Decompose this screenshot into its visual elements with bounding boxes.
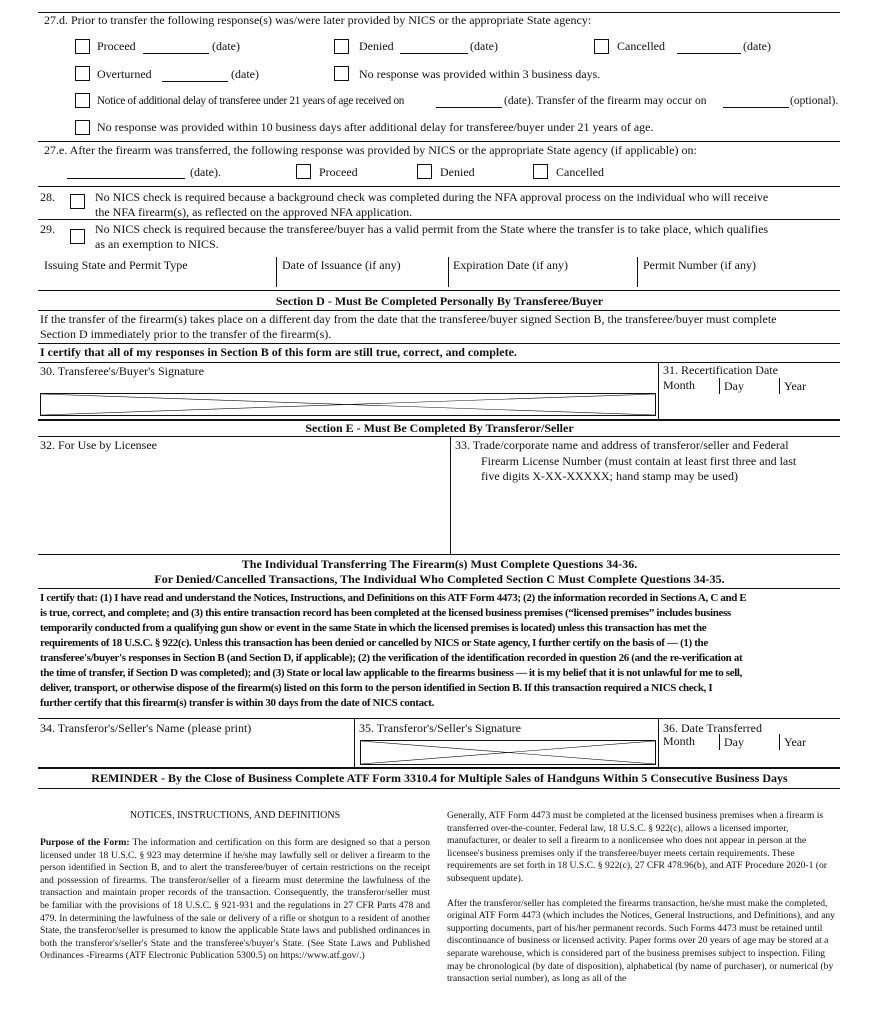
q28-number: 28.: [40, 190, 55, 204]
q27d-notice-date-line[interactable]: [436, 107, 502, 108]
notices-right-paragraph-1: Generally, ATF Form 4473 must be completed at the licensed business premises when a firearm is transferred over-the-counter. Federal law, 18 U.S.C. § 922(c), allows a licensed importer, manufacturer, or dealer to sell a firearm to a nonlicensee who does not appear in person at the licensee's business premises only if the transferee/buyer meets certain requirements. These requirements are set forth in 18 U.S.C. § 922(c), 27 CFR 478.96(b), and ATF Procedure 2020-1 (or subsequent update).: [447, 810, 827, 884]
section-d-instruction-line2: Section D immediately prior to the transfer of the firearm(s).: [40, 327, 332, 341]
q27d-no-response-10-label: No response was provided within 10 business days after additional delay for transferee/buyer under 21 years of age.: [97, 120, 654, 134]
section-d-title: Section D - Must Be Completed Personally By Transferee/Buyer: [275, 294, 604, 308]
q28-checkbox[interactable]: [70, 194, 85, 209]
reminder-bottom-rule: [38, 788, 840, 789]
q27d-cancelled-label: Cancelled: [617, 39, 665, 53]
q36-month-label: Month: [663, 734, 696, 748]
q31-day-year-divider: [779, 378, 780, 394]
q27e-denied-label: Denied: [440, 165, 475, 179]
q28-top-rule: [38, 186, 840, 187]
q34-top-rule: [38, 718, 840, 719]
q27d-denied-checkbox[interactable]: [334, 39, 349, 54]
q27d-cancelled-date-label: (date): [743, 39, 771, 53]
q27e-proceed-checkbox[interactable]: [296, 164, 311, 179]
section-d-instruction-line1: If the transfer of the firearm(s) takes place on a different day from the date that the transferee/buyer signed Section B, the transferee/buyer must complete: [40, 312, 777, 326]
q29-col-divider-3: [637, 257, 638, 287]
section-d-certify: I certify that all of my responses in Section B of this form are still true, correct, and complete.: [40, 345, 517, 359]
certify-line-3: temporarily conducted from a qualifying gun show or event in the same State in which the licensed premises is located) unless this transaction has met the: [40, 622, 707, 634]
q27e-date-line[interactable]: [67, 178, 185, 179]
q36-day-year-divider: [779, 734, 780, 750]
q29-line2: as an exemption to NICS.: [95, 237, 219, 251]
q31-year-label: Year: [784, 379, 807, 393]
q27d-overturned-date-label: (date): [231, 67, 259, 81]
q27d-transfer-date-line[interactable]: [723, 107, 789, 108]
notices-heading: NOTICES, INSTRUCTIONS, AND DEFINITIONS: [129, 810, 341, 821]
q31-divider: [658, 362, 659, 420]
section-d-certify-top-rule: [38, 343, 840, 344]
individual-heading-rule: [38, 588, 840, 589]
individual-heading2: For Denied/Cancelled Transactions, The Individual Who Completed Section C Must Complete Questions 34-35.: [154, 572, 725, 586]
q27d-proceed-date-label: (date): [212, 39, 240, 53]
q27d-proceed-date-line[interactable]: [143, 53, 209, 54]
q27d-denied-label: Denied: [359, 39, 394, 53]
q28-line2: the NFA firearm(s), as reflected on the approved NFA application.: [95, 205, 413, 219]
q27d-transfer-may-label: (date). Transfer of the firearm may occur on: [504, 95, 707, 107]
q35-signature-box[interactable]: [360, 740, 656, 765]
q36-divider: [658, 718, 659, 768]
q27e-cancelled-label: Cancelled: [556, 165, 604, 179]
q36-year-label: Year: [784, 735, 807, 749]
reminder-text: REMINDER - By the Close of Business Complete ATF Form 3310.4 for Multiple Sales of Handguns Within 5 Consecutive Business Days: [91, 771, 788, 785]
q28-line1: No NICS check is required because a background check was completed during the NFA approval process on the individual who will receive: [95, 190, 769, 204]
q29-issuing-state-header: Issuing State and Permit Type: [44, 258, 188, 272]
q27d-denied-date-label: (date): [470, 39, 498, 53]
q29-checkbox[interactable]: [70, 229, 85, 244]
q27e-denied-checkbox[interactable]: [417, 164, 432, 179]
q27d-no-response-3-checkbox[interactable]: [334, 66, 349, 81]
q27d-no-response-3-label: No response was provided within 3 business days.: [359, 67, 601, 81]
q27d-cancelled-date-line[interactable]: [677, 53, 741, 54]
certify-line-7: deliver, transport, or otherwise dispose of the firearm(s) listed on this form to the person identified in Section B. If this transaction required a NICS check, I: [40, 682, 713, 694]
q34-q35-divider: [354, 718, 355, 768]
q32-label: 32. For Use by Licensee: [40, 438, 157, 452]
q27d-overturned-label: Overturned: [97, 67, 152, 81]
individual-heading1: The Individual Transferring The Firearm(s) Must Complete Questions 34-36.: [241, 557, 638, 571]
q31-day-label: Day: [724, 379, 744, 393]
q31-month-day-divider: [719, 378, 720, 394]
q29-permit-number-header: Permit Number (if any): [643, 258, 756, 272]
q33-line3: five digits X-XX-XXXXX; hand stamp may be used): [481, 469, 738, 483]
certify-line-5: transferee's/buyer's responses in Section B (and Section D, if applicable); (2) the verification of the identification recorded in question 26 (and the re-verification at: [40, 652, 743, 664]
individual-top-rule: [38, 554, 840, 555]
q31-label: 31. Recertification Date: [663, 363, 778, 377]
q33-line2: Firearm License Number (must contain at least first three and last: [481, 454, 797, 468]
q36-label: 36. Date Transferred: [663, 721, 762, 735]
q27d-optional-label: (optional).: [790, 95, 839, 107]
q27d-no-response-10-checkbox[interactable]: [75, 120, 90, 135]
q27d-proceed-checkbox[interactable]: [75, 39, 90, 54]
section-d-top-rule: [38, 290, 840, 291]
purpose-label: Purpose of the Form:: [40, 837, 130, 848]
q27d-notice-delay-label: Notice of additional delay of transferee under 21 years of age received on: [97, 95, 405, 107]
certify-line-6: the time of transfer, if Section D was completed); and (3) State or local law applicable to the firearms business — it is my belief that it is not unlawful for me to sell,: [40, 667, 743, 679]
notices-right-paragraph-2: After the transferor/seller has completed the firearms transaction, he/she must make the completed, original ATF Form 4473 (which includes the Notices, General Instructions, and Definitions), and any supporting documents, part of his/her permanent records. Such Forms 4473 must be retained until discontinuance of business or licensed activity. Paper forms over 20 years of age may be stored at a separate warehouse, which is considered part of the business premises subject to inspection. Filing may be chronological (by date of disposition), alphabetical (by name of purchaser), or numerical (by transaction serial number), as long as all of the: [447, 897, 835, 985]
q29-expiration-header: Expiration Date (if any): [453, 258, 568, 272]
q27d-overturned-date-line[interactable]: [162, 81, 228, 82]
q29-line1: No NICS check is required because the transferee/buyer has a valid permit from the State where the transfer is to take place, which qualifies: [95, 222, 769, 236]
q27e-cancelled-checkbox[interactable]: [533, 164, 548, 179]
q27e-intro: 27.e. After the firearm was transferred, the following response was provided by NICS or the appropriate State agency (if applicable) on:: [44, 143, 697, 157]
purpose-text: The information and certification on this form are designed so that a person licensed under 18 U.S.C. § 923 may determine if he/she may lawfully sell or deliver a firearm to the person identified in Section B, and to alert the transferee/buyer of certain restrictions on the receipt and possession of firearms. The transferor/seller of a firearm must determine the lawfulness of the transaction and maintain proper records of the transaction. Consequently, the transferor/seller must be familiar with the provisions of 18 U.S.C. § 921-931 and the regulations in 27 CFR Parts 478 and 479. In determining the lawfulness of the sale or delivery of a rifle or shotgun to a resident of another State, the transferor/seller is presumed to know the applicable State laws and published ordinances in both the transferor's/seller's State and the transferee's/buyer's State. (See State Laws and Published Ordinances -Firearms (ATF Electronic Publication 5300.5) on https://www.atf.gov/.): [40, 837, 430, 962]
q36-month-day-divider: [719, 734, 720, 750]
certify-line-1: I certify that: (1) I have read and understand the Notices, Instructions, and Definitions on this ATF Form 4473; (2) the information recorded in Sections A, C and E: [40, 592, 747, 604]
q27d-proceed-label: Proceed: [97, 39, 136, 53]
q29-date-issuance-header: Date of Issuance (if any): [282, 258, 401, 272]
certify-line-4: requirements of 18 U.S.C. § 922(c). Unless this transaction has been denied or cancelled by NICS or State agency, I further certify on the basis of — (1) the: [40, 637, 708, 649]
q29-col-divider-2: [448, 257, 449, 287]
q27d-cancelled-checkbox[interactable]: [594, 39, 609, 54]
notices-left-column: [40, 837, 430, 975]
section-e-title: Section E - Must Be Completed By Transferor/Seller: [305, 421, 574, 435]
q35-label: 35. Transferor's/Seller's Signature: [359, 721, 521, 735]
notices-right-column: [447, 810, 842, 998]
q27d-denied-date-line[interactable]: [400, 53, 468, 54]
q27d-intro: 27.d. Prior to transfer the following response(s) was/were later provided by NICS or the appropriate State agency:: [44, 13, 592, 27]
q33-line1: 33. Trade/corporate name and address of transferor/seller and Federal: [455, 438, 789, 452]
section-d-title-rule: [38, 310, 840, 311]
q27e-top-rule: [38, 141, 840, 142]
q31-month-label: Month: [663, 378, 696, 392]
q32-q33-divider: [450, 436, 451, 554]
q27d-notice-delay-checkbox[interactable]: [75, 93, 90, 108]
q29-col-divider-1: [276, 257, 277, 287]
q29-number: 29.: [40, 222, 55, 236]
q34-label: 34. Transferor's/Seller's Name (please print): [40, 721, 252, 735]
q27e-proceed-label: Proceed: [319, 165, 358, 179]
q27d-overturned-checkbox[interactable]: [75, 66, 90, 81]
q30-label: 30. Transferee's/Buyer's Signature: [40, 364, 204, 378]
certify-line-8: further certify that this firearm(s) transfer is within 30 days from the date of NICS contact.: [40, 697, 434, 709]
reminder-top-rule: [38, 767, 840, 769]
q29-top-rule: [38, 219, 840, 220]
q27e-date-label: (date).: [190, 165, 221, 179]
section-e-title-rule: [38, 436, 840, 437]
q30-signature-box[interactable]: [40, 393, 656, 416]
q36-day-label: Day: [724, 735, 744, 749]
certify-line-2: is true, correct, and complete; and (3) this entire transaction record has been completed at the licensed business premises (“licensed premises” includes business: [40, 607, 731, 619]
